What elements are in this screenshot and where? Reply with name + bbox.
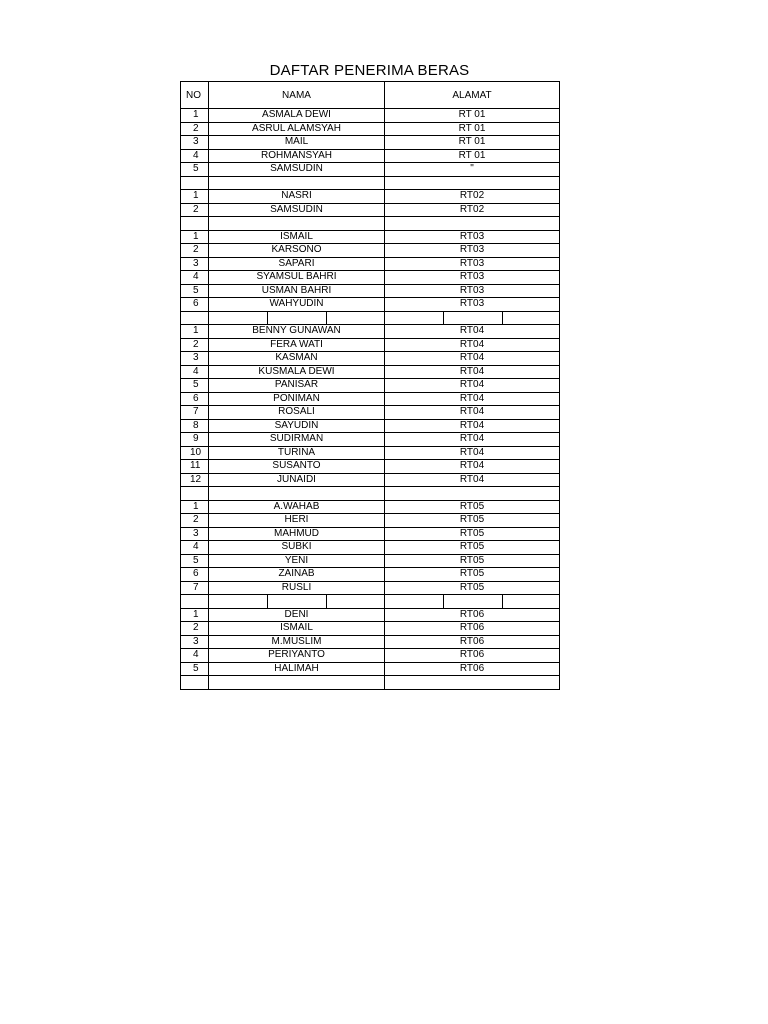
- empty-cell-box: [443, 595, 503, 608]
- empty-cell: [209, 176, 385, 190]
- table-row: [181, 338, 560, 352]
- table-row: [181, 190, 560, 204]
- row-nama: DENI: [209, 608, 385, 622]
- row-alamat: RT05: [385, 500, 560, 514]
- table-row: [181, 325, 560, 339]
- empty-cell-box: [267, 595, 327, 608]
- row-number: 4: [181, 365, 209, 379]
- table-row: [181, 392, 560, 406]
- row-number: 5: [181, 554, 209, 568]
- empty-cell: [209, 217, 385, 231]
- row-alamat: RT05: [385, 581, 560, 595]
- empty-cell-box: [443, 312, 503, 325]
- table-row: [181, 514, 560, 528]
- table-row: [181, 433, 560, 447]
- row-alamat: RT06: [385, 662, 560, 676]
- row-nama: NASRI: [209, 190, 385, 204]
- row-nama: KARSONO: [209, 244, 385, 258]
- row-alamat: RT04: [385, 365, 560, 379]
- table-row: [181, 406, 560, 420]
- row-nama: PONIMAN: [209, 392, 385, 406]
- row-nama: KUSMALA DEWI: [209, 365, 385, 379]
- table-header-row: [181, 82, 560, 109]
- table-row: [181, 136, 560, 150]
- row-nama: ROHMANSYAH: [209, 149, 385, 163]
- row-nama: PANISAR: [209, 379, 385, 393]
- row-number: 12: [181, 473, 209, 487]
- row-alamat: RT06: [385, 622, 560, 636]
- empty-cell: [209, 311, 385, 325]
- recipient-table: [180, 81, 560, 690]
- row-number: 8: [181, 419, 209, 433]
- table-row: [181, 608, 560, 622]
- row-number: 4: [181, 149, 209, 163]
- row-nama: JUNAIDI: [209, 473, 385, 487]
- empty-cell: [385, 176, 560, 190]
- row-nama: A.WAHAB: [209, 500, 385, 514]
- separator-row: [181, 595, 560, 609]
- row-nama: BENNY GUNAWAN: [209, 325, 385, 339]
- row-number: 1: [181, 230, 209, 244]
- table-row: [181, 473, 560, 487]
- row-number: 5: [181, 379, 209, 393]
- row-number: 4: [181, 649, 209, 663]
- empty-cell: [209, 676, 385, 690]
- row-alamat: RT04: [385, 473, 560, 487]
- row-alamat: RT 01: [385, 149, 560, 163]
- row-number: 2: [181, 122, 209, 136]
- table-row: [181, 352, 560, 366]
- empty-cell: [209, 595, 385, 609]
- row-nama: ASMALA DEWI: [209, 109, 385, 123]
- row-number: 3: [181, 257, 209, 271]
- row-alamat: ": [385, 163, 560, 177]
- table-row: [181, 203, 560, 217]
- row-alamat: RT04: [385, 433, 560, 447]
- header-nama: NAMA: [209, 82, 385, 109]
- row-nama: WAHYUDIN: [209, 298, 385, 312]
- table-row: [181, 460, 560, 474]
- row-nama: SAYUDIN: [209, 419, 385, 433]
- row-alamat: RT05: [385, 554, 560, 568]
- empty-cell: [181, 311, 209, 325]
- table-row: [181, 446, 560, 460]
- row-number: 11: [181, 460, 209, 474]
- row-nama: ZAINAB: [209, 568, 385, 582]
- row-nama: USMAN BAHRI: [209, 284, 385, 298]
- header-alamat: ALAMAT: [385, 82, 560, 109]
- row-alamat: RT05: [385, 541, 560, 555]
- row-number: 2: [181, 338, 209, 352]
- row-alamat: RT04: [385, 419, 560, 433]
- row-number: 4: [181, 271, 209, 285]
- row-alamat: RT03: [385, 284, 560, 298]
- empty-cell: [181, 676, 209, 690]
- separator-row: [181, 311, 560, 325]
- table-row: [181, 662, 560, 676]
- separator-row: [181, 676, 560, 690]
- table-row: [181, 230, 560, 244]
- row-number: 3: [181, 136, 209, 150]
- row-nama: SUBKI: [209, 541, 385, 555]
- table-row: [181, 419, 560, 433]
- table-row: [181, 527, 560, 541]
- table-row: [181, 568, 560, 582]
- table-row: [181, 379, 560, 393]
- table-row: [181, 581, 560, 595]
- row-alamat: RT 01: [385, 122, 560, 136]
- row-nama: KASMAN: [209, 352, 385, 366]
- row-number: 3: [181, 635, 209, 649]
- row-number: 6: [181, 298, 209, 312]
- row-alamat: RT06: [385, 649, 560, 663]
- row-nama: SAPARI: [209, 257, 385, 271]
- row-nama: SAMSUDIN: [209, 163, 385, 177]
- row-number: 6: [181, 392, 209, 406]
- row-alamat: RT02: [385, 203, 560, 217]
- row-alamat: RT06: [385, 635, 560, 649]
- row-nama: SYAMSUL BAHRI: [209, 271, 385, 285]
- row-number: 1: [181, 190, 209, 204]
- separator-row: [181, 176, 560, 190]
- row-alamat: RT 01: [385, 109, 560, 123]
- row-alamat: RT03: [385, 257, 560, 271]
- table-row: [181, 500, 560, 514]
- row-number: 5: [181, 284, 209, 298]
- table-row: [181, 109, 560, 123]
- row-nama: SUDIRMAN: [209, 433, 385, 447]
- table-row: [181, 635, 560, 649]
- table-row: [181, 541, 560, 555]
- empty-cell: [181, 595, 209, 609]
- row-alamat: RT06: [385, 608, 560, 622]
- row-alamat: RT03: [385, 298, 560, 312]
- table-row: [181, 163, 560, 177]
- table-row: [181, 149, 560, 163]
- table-body: [181, 109, 560, 690]
- empty-cell: [385, 676, 560, 690]
- row-number: 3: [181, 527, 209, 541]
- row-alamat: RT03: [385, 244, 560, 258]
- empty-cell: [181, 487, 209, 501]
- row-number: 6: [181, 568, 209, 582]
- row-nama: PERIYANTO: [209, 649, 385, 663]
- row-alamat: RT04: [385, 392, 560, 406]
- row-alamat: RT03: [385, 271, 560, 285]
- row-alamat: RT05: [385, 568, 560, 582]
- row-alamat: RT 01: [385, 136, 560, 150]
- row-number: 1: [181, 608, 209, 622]
- empty-cell: [385, 311, 560, 325]
- empty-cell: [385, 595, 560, 609]
- row-alamat: RT03: [385, 230, 560, 244]
- row-nama: ROSALI: [209, 406, 385, 420]
- row-number: 7: [181, 406, 209, 420]
- empty-cell: [181, 217, 209, 231]
- document-title: DAFTAR PENERIMA BERAS: [269, 62, 470, 79]
- empty-cell: [181, 176, 209, 190]
- row-number: 2: [181, 514, 209, 528]
- row-number: 2: [181, 244, 209, 258]
- table-row: [181, 244, 560, 258]
- table-row: [181, 622, 560, 636]
- row-nama: HALIMAH: [209, 662, 385, 676]
- separator-row: [181, 217, 560, 231]
- table-row: [181, 365, 560, 379]
- row-number: 10: [181, 446, 209, 460]
- row-nama: MAHMUD: [209, 527, 385, 541]
- row-alamat: RT04: [385, 379, 560, 393]
- row-nama: YENI: [209, 554, 385, 568]
- row-number: 2: [181, 203, 209, 217]
- row-nama: RUSLI: [209, 581, 385, 595]
- row-number: 9: [181, 433, 209, 447]
- row-number: 7: [181, 581, 209, 595]
- row-nama: SUSANTO: [209, 460, 385, 474]
- row-number: 5: [181, 163, 209, 177]
- row-alamat: RT05: [385, 514, 560, 528]
- row-nama: FERA WATI: [209, 338, 385, 352]
- row-number: 1: [181, 500, 209, 514]
- empty-cell-box: [267, 312, 327, 325]
- row-alamat: RT04: [385, 446, 560, 460]
- row-alamat: RT04: [385, 325, 560, 339]
- row-nama: HERI: [209, 514, 385, 528]
- row-nama: ASRUL ALAMSYAH: [209, 122, 385, 136]
- row-alamat: RT04: [385, 338, 560, 352]
- table-row: [181, 554, 560, 568]
- row-number: 3: [181, 352, 209, 366]
- row-alamat: RT04: [385, 406, 560, 420]
- table-row: [181, 649, 560, 663]
- empty-cell: [209, 487, 385, 501]
- row-nama: M.MUSLIM: [209, 635, 385, 649]
- empty-cell: [385, 487, 560, 501]
- header-no: NO: [181, 82, 209, 109]
- table-row: [181, 298, 560, 312]
- row-nama: ISMAIL: [209, 230, 385, 244]
- row-number: 5: [181, 662, 209, 676]
- separator-row: [181, 487, 560, 501]
- row-nama: ISMAIL: [209, 622, 385, 636]
- table-row: [181, 271, 560, 285]
- row-number: 1: [181, 109, 209, 123]
- row-alamat: RT04: [385, 460, 560, 474]
- row-number: 2: [181, 622, 209, 636]
- row-number: 1: [181, 325, 209, 339]
- row-number: 4: [181, 541, 209, 555]
- table-row: [181, 257, 560, 271]
- table-row: [181, 122, 560, 136]
- table-row: [181, 284, 560, 298]
- empty-cell: [385, 217, 560, 231]
- row-nama: MAIL: [209, 136, 385, 150]
- row-alamat: RT04: [385, 352, 560, 366]
- row-nama: SAMSUDIN: [209, 203, 385, 217]
- row-alamat: RT02: [385, 190, 560, 204]
- row-alamat: RT05: [385, 527, 560, 541]
- row-nama: TURINA: [209, 446, 385, 460]
